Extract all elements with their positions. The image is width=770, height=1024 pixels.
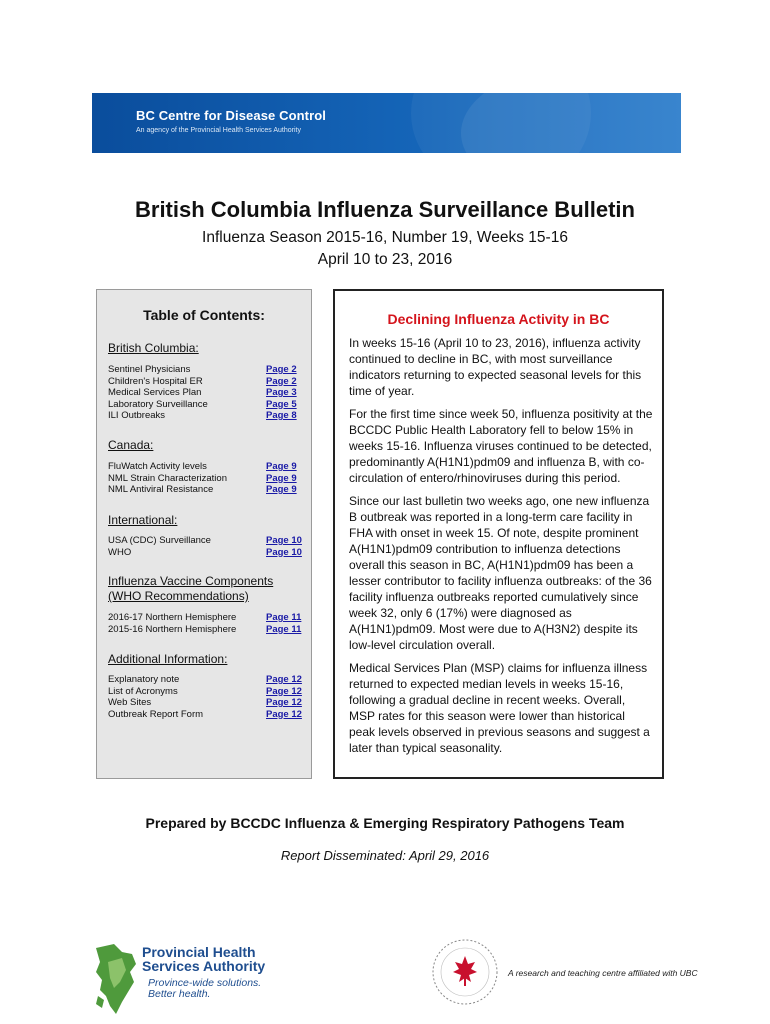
accreditation-seal-icon — [431, 938, 499, 1006]
toc-heading-line: (WHO Recommendations) — [108, 589, 249, 603]
bc-map-icon — [92, 942, 144, 1018]
prepared-by: Prepared by BCCDC Influenza & Emerging Respiratory Pathogens Team — [145, 815, 625, 831]
toc-page-link[interactable]: Page 12 — [266, 697, 302, 708]
ubc-affiliation-note: A research and teaching centre affiliated with UBC — [508, 968, 698, 978]
highlight-paragraph: Since our last bulletin two weeks ago, one new influenza B outbreak was reported in a long-term care facility in FHA with onset in week 15. Of note, despite prominent A(H1N1)pdm09 contribution to influenza detections overall this season in BC, A(H1N1)pdm09 has been a lesser contributor to facility influenza outbreaks: of the 36 facility influenza outbreaks reported cumulatively since week 32, only 6 (17%) were diagnosed as A(H1N1)pdm09. Most were due to A(H3N2) despite its low-level circulation overall. — [349, 494, 652, 652]
toc-heading-vaccine-components — [108, 574, 273, 604]
toc-items-canada — [108, 461, 227, 496]
toc-page-link[interactable]: Page 11 — [266, 612, 302, 623]
toc-pages-vaccine — [266, 612, 301, 635]
highlight-box — [333, 289, 664, 779]
banner-decoration — [411, 93, 591, 153]
toc-item: Laboratory Surveillance — [108, 398, 208, 410]
toc-item: Children's Hospital ER — [108, 375, 203, 387]
toc-item: FluWatch Activity levels — [108, 461, 207, 472]
toc-page-link[interactable]: Page 10 — [266, 546, 302, 558]
phsa-logo — [92, 942, 272, 1018]
toc-page-link[interactable]: Page 9 — [266, 472, 297, 484]
toc-item: 2016-17 Northern Hemisphere — [108, 612, 237, 623]
toc-pages-international — [266, 535, 302, 558]
highlight-paragraph: For the first time since week 50, influenza positivity at the BCCDC Public Health Laboratory fell to below 15% in weeks 15-16. Influenza viruses continued to be detected, predominantly A(H1N1)pdm09 and influenza B, with co-circulation of entero/rhinoviruses during this period. — [349, 407, 653, 485]
toc-item: Sentinel Physicians — [108, 364, 191, 375]
toc-page-link[interactable]: Page 12 — [266, 674, 302, 685]
toc-heading-international: International: — [108, 513, 178, 527]
highlight-body — [349, 335, 654, 763]
toc-heading-line: Influenza Vaccine Components — [108, 574, 274, 588]
toc-items-vaccine — [108, 612, 236, 635]
highlight-paragraph: Medical Services Plan (MSP) claims for influenza illness returned to expected median levels in weeks 15-16, following a gradual decline in recent weeks. Overall, MSP rates for this season were lower than historical peak levels observed in previous seasons and suggest a later than typical seasonality. — [349, 661, 650, 755]
toc-page-link[interactable]: Page 11 — [266, 623, 302, 635]
toc-page-link[interactable]: Page 12 — [266, 708, 302, 720]
toc-page-link[interactable]: Page 5 — [266, 398, 297, 410]
toc-items-international — [108, 535, 211, 558]
table-of-contents — [96, 289, 312, 779]
toc-item: NML Antiviral Resistance — [108, 484, 214, 495]
toc-item: NML Strain Characterization — [108, 472, 227, 484]
phsa-name — [142, 945, 265, 973]
toc-page-link[interactable]: Page 10 — [266, 535, 302, 546]
toc-heading-canada: Canada: — [108, 438, 154, 452]
toc-item: USA (CDC) Surveillance — [108, 535, 211, 546]
phsa-name-line: Provincial Health — [142, 944, 256, 960]
toc-pages-additional-info — [266, 674, 302, 720]
banner-subtitle: An agency of the Provincial Health Services Authority — [136, 127, 301, 134]
toc-item: WHO — [108, 546, 132, 558]
toc-item: 2015-16 Northern Hemisphere — [108, 623, 237, 635]
toc-page-link[interactable]: Page 8 — [266, 410, 297, 421]
toc-item: Web Sites — [108, 697, 152, 708]
toc-page-link[interactable]: Page 9 — [266, 461, 297, 472]
toc-pages-canada — [266, 461, 297, 496]
toc-page-link[interactable]: Page 9 — [266, 484, 297, 495]
page-title: British Columbia Influenza Surveillance Bulletin — [135, 197, 635, 222]
toc-item: Medical Services Plan — [108, 387, 202, 398]
toc-item: ILI Outbreaks — [108, 410, 166, 421]
banner-title: BC Centre for Disease Control — [136, 108, 326, 123]
phsa-tagline — [148, 978, 261, 999]
toc-item: List of Acronyms — [108, 685, 178, 697]
phsa-name-line: Services Authority — [142, 958, 266, 974]
toc-title: Table of Contents: — [143, 307, 265, 323]
toc-items-additional-info — [108, 674, 203, 720]
toc-item: Outbreak Report Form — [108, 708, 204, 720]
toc-page-link[interactable]: Page 2 — [266, 364, 297, 375]
toc-items-british-columbia — [108, 364, 208, 422]
date-range-subtitle: April 10 to 23, 2016 — [317, 251, 453, 268]
toc-heading-british-columbia: British Columbia: — [108, 341, 199, 355]
toc-page-link[interactable]: Page 3 — [266, 387, 297, 398]
season-subtitle: Influenza Season 2015-16, Number 19, Weeks 15-16 — [202, 229, 568, 246]
dissemination-date: Report Disseminated: April 29, 2016 — [280, 848, 490, 863]
phsa-tagline-line: Better health. — [148, 987, 211, 1000]
bccdc-banner — [92, 93, 681, 153]
highlight-paragraph: In weeks 15-16 (April 10 to 23, 2016), influenza activity continued to decline in BC, with most surveillance indicators returning to expected seasonal levels for this time of year. — [349, 336, 642, 398]
phsa-tagline-line: Province-wide solutions. — [148, 977, 262, 989]
toc-page-link[interactable]: Page 2 — [266, 375, 297, 387]
toc-page-link[interactable]: Page 12 — [266, 685, 302, 697]
toc-item: Explanatory note — [108, 674, 180, 685]
toc-pages-british-columbia — [266, 364, 297, 422]
toc-heading-additional-info: Additional Information: — [108, 652, 228, 666]
highlight-title: Declining Influenza Activity in BC — [387, 311, 610, 327]
